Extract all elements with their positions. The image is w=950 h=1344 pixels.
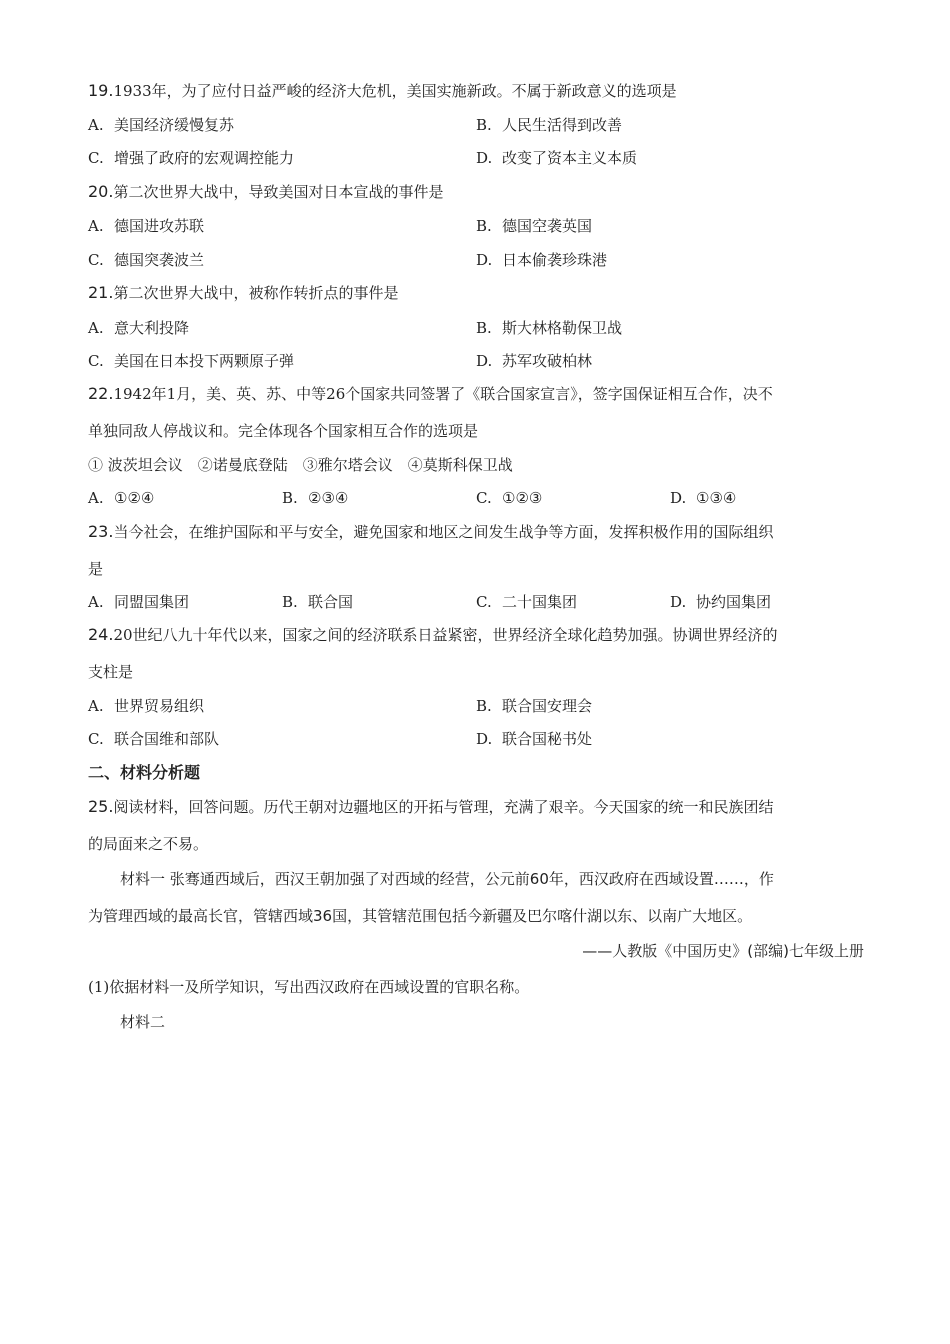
question-23: 23.当今社会，在维护国际和平与安全，避免国家和地区之间发生战争等方面，发挥积极作用的国际组织 [88, 522, 774, 541]
option: B. 人民生活得到改善 [476, 116, 623, 134]
question-25: 25.阅读材料，回答问题。历代王朝对边疆地区的开拓与管理，充满了艰辛。今天国家的统一和民族团结 [88, 797, 774, 816]
option: D. 苏军攻破柏林 [476, 352, 593, 370]
question-21: 21.第二次世界大战中，被称作转折点的事件是 [88, 283, 399, 302]
material-one: 材料一 张骞通西域后，西汉王朝加强了对西域的经营，公元前60年，西汉政府在西域设置……，作 [120, 870, 774, 888]
option: B. 联合国 [282, 593, 354, 611]
question-19: 19.1933年，为了应付日益严峻的经济大危机，美国实施新政。不属于新政意义的选项是 [88, 81, 677, 100]
option: D. 联合国秘书处 [476, 730, 593, 748]
question-22: 22.1942年1月，美、英、苏、中等26个国家共同签署了《联合国家宣言》，签字国保证相互合作，决不 [88, 384, 773, 403]
option: B. ②③④ [282, 489, 349, 507]
option: A. ①②④ [88, 489, 155, 507]
material-source: ——人教版《中国历史》(部编)七年级上册 [582, 942, 864, 960]
option: C. 联合国维和部队 [88, 730, 220, 748]
option: B. 德国空袭英国 [476, 217, 593, 235]
question-22-cont: 单独同敌人停战议和。完全体现各个国家相互合作的选项是 [88, 422, 479, 440]
material-two-label: 材料二 [120, 1013, 166, 1031]
sub-question-1: (1)依据材料一及所学知识，写出西汉政府在西域设置的官职名称。 [88, 978, 530, 996]
option: B. 斯大林格勒保卫战 [476, 319, 623, 337]
option: A. 同盟国集团 [88, 593, 190, 611]
material-one-cont: 为管理西域的最高长官，管辖西域36国，其管辖范围包括今新疆及巴尔喀什湖以东、以南广大地区。 [88, 907, 753, 925]
option: D. ①③④ [670, 489, 737, 507]
option: C. 美国在日本投下两颗原子弹 [88, 352, 295, 370]
section-title: 二、材料分析题 [88, 763, 201, 782]
option: A. 德国进攻苏联 [88, 217, 205, 235]
question-22-items: ① 波茨坦会议 ②诺曼底登陆 ③雅尔塔会议 ④莫斯科保卫战 [88, 456, 513, 474]
option: C. 德国突袭波兰 [88, 251, 205, 269]
question-20: 20.第二次世界大战中，导致美国对日本宣战的事件是 [88, 182, 444, 201]
option: C. 二十国集团 [476, 593, 578, 611]
option: D. 日本偷袭珍珠港 [476, 251, 608, 269]
question-25-cont: 的局面来之不易。 [88, 835, 209, 853]
option: A. 世界贸易组织 [88, 697, 205, 715]
question-23-cont: 是 [88, 560, 104, 578]
option: B. 联合国安理会 [476, 697, 593, 715]
option: C. ①②③ [476, 489, 543, 507]
question-24-cont: 支柱是 [88, 663, 134, 681]
option: A. 美国经济缓慢复苏 [88, 116, 235, 134]
option: D. 协约国集团 [670, 593, 772, 611]
option: C. 增强了政府的宏观调控能力 [88, 149, 295, 167]
question-24: 24.20世纪八九十年代以来，国家之间的经济联系日益紧密，世界经济全球化趋势加强。协调世界经济的 [88, 625, 778, 644]
option: A. 意大利投降 [88, 319, 190, 337]
option: D. 改变了资本主义本质 [476, 149, 638, 167]
